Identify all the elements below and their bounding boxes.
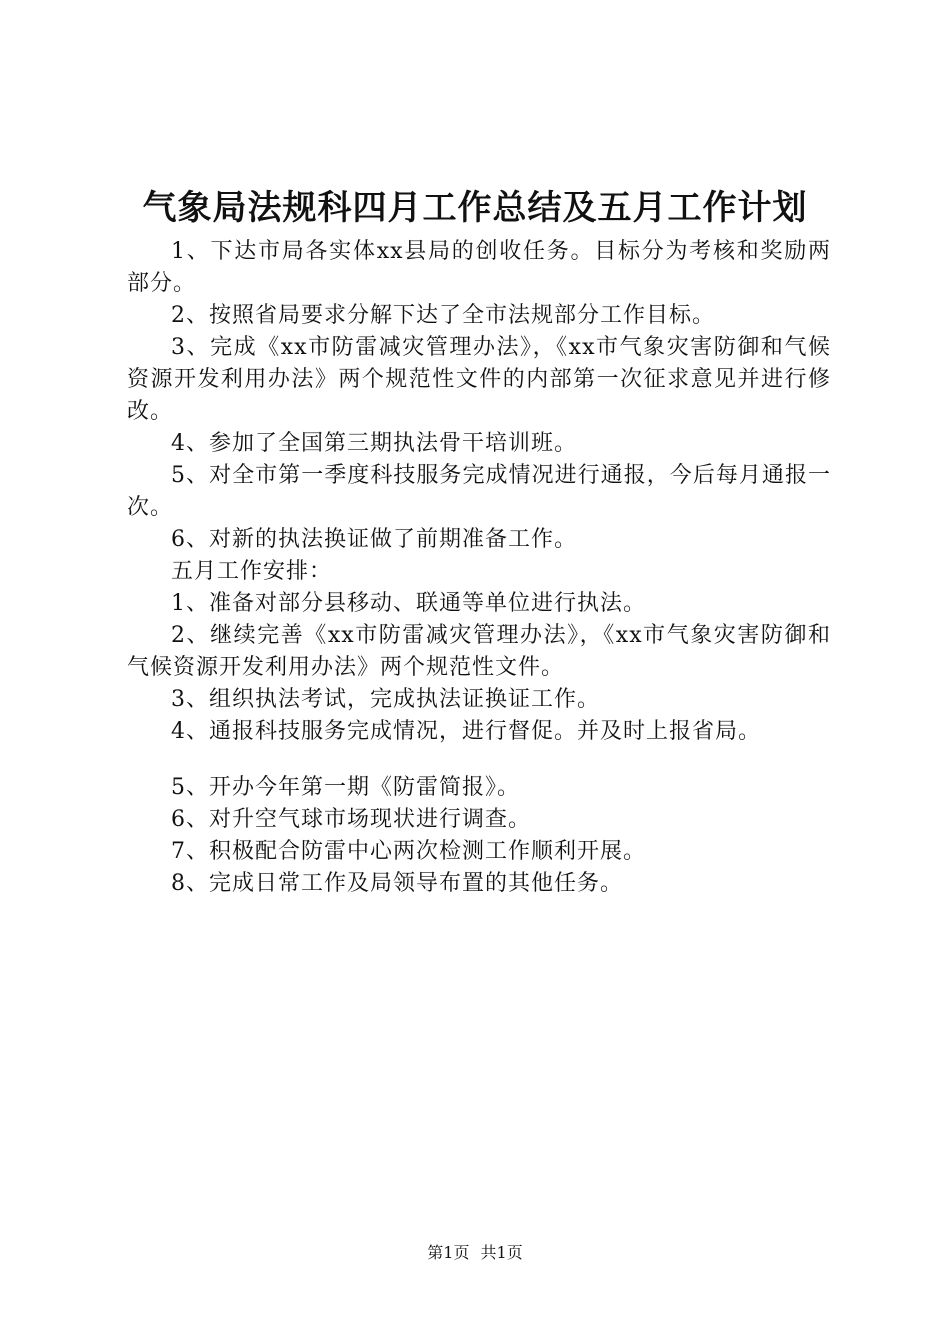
paragraph: 3、完成《xx市防雷减灾管理办法》，《xx市气象灾害防御和气候资源开发利用办法》两个规范性文件的内部第一次征求意见并进行修改。	[127, 335, 831, 424]
document-title: 气象局法规科四月工作总结及五月工作计划	[142, 188, 808, 228]
paragraph: 2、继续完善《xx市防雷减灾管理办法》，《xx市气象灾害防御和气候资源开发利用办法》两个规范性文件。	[127, 623, 831, 680]
paragraph: 2、按照省局要求分解下达了全市法规部分工作目标。	[171, 303, 715, 328]
paragraph: 7、积极配合防雷中心两次检测工作顺利开展。	[171, 839, 646, 864]
section-heading: 五月工作安排：	[171, 559, 333, 584]
page-total: 共1页	[480, 1243, 523, 1262]
paragraph: 1、准备对部分县移动、联通等单位进行执法。	[171, 591, 646, 616]
paragraph: 6、对升空气球市场现状进行调查。	[171, 807, 531, 832]
paragraph: 5、对全市第一季度科技服务完成情况进行通报，今后每月通报一次。	[127, 463, 831, 520]
paragraph: 4、参加了全国第三期执法骨干培训班。	[171, 431, 577, 456]
paragraph: 6、对新的执法换证做了前期准备工作。	[171, 527, 577, 552]
page-number: 第1页	[427, 1243, 470, 1262]
paragraph: 8、完成日常工作及局领导布置的其他任务。	[171, 871, 623, 896]
paragraph: 5、开办今年第一期《防雷简报》。	[171, 775, 520, 800]
page-footer	[0, 1242, 950, 1264]
paragraph: 1、下达市局各实体xx县局的创收任务。目标分为考核和奖励两部分。	[127, 239, 831, 296]
paragraph: 4、通报科技服务完成情况，进行督促。并及时上报省局。	[171, 719, 761, 744]
paragraph: 3、组织执法考试，完成执法证换证工作。	[171, 687, 600, 712]
document-body	[127, 236, 831, 900]
